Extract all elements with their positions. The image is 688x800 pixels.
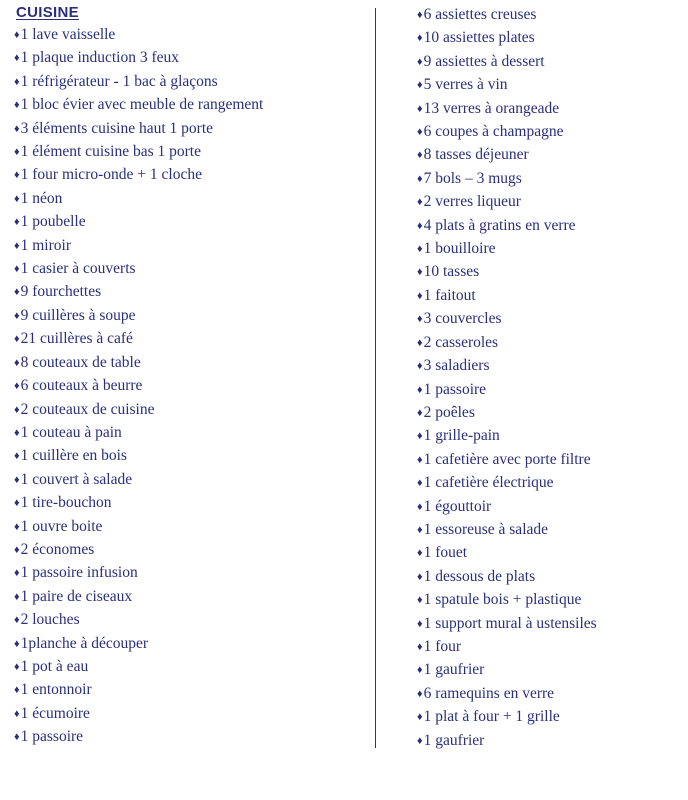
list-item xyxy=(14,375,369,398)
diamond-bullet-icon: ♦ xyxy=(14,333,20,346)
list-item xyxy=(14,445,369,468)
list-item xyxy=(417,379,682,402)
list-item xyxy=(417,285,682,308)
list-item-label: 1 grille-pain xyxy=(423,427,500,445)
list-item-label: 1 miroir xyxy=(20,236,71,254)
column-divider xyxy=(375,8,376,748)
diamond-bullet-icon: ♦ xyxy=(417,102,423,115)
list-item-label: 10 tasses xyxy=(423,263,480,281)
diamond-bullet-icon: ♦ xyxy=(417,266,423,279)
diamond-bullet-icon: ♦ xyxy=(417,313,423,326)
diamond-bullet-icon: ♦ xyxy=(417,570,423,583)
diamond-bullet-icon: ♦ xyxy=(14,356,20,369)
list-item xyxy=(417,144,682,167)
diamond-bullet-icon: ♦ xyxy=(14,403,20,416)
diamond-bullet-icon: ♦ xyxy=(417,219,423,232)
list-item-label: 1 passoire infusion xyxy=(20,564,138,582)
diamond-bullet-icon: ♦ xyxy=(417,617,423,630)
diamond-bullet-icon: ♦ xyxy=(14,473,20,486)
diamond-bullet-icon: ♦ xyxy=(14,122,20,135)
list-item-label: 1 lave vaisselle xyxy=(20,26,116,43)
list-item-label: 9 cuillères à soupe xyxy=(20,306,136,324)
diamond-bullet-icon: ♦ xyxy=(14,567,20,580)
list-item-label: 1 cafetière électrique xyxy=(423,474,554,492)
diamond-bullet-icon: ♦ xyxy=(417,547,423,560)
diamond-bullet-icon: ♦ xyxy=(417,477,423,490)
list-item xyxy=(417,472,682,495)
list-item xyxy=(417,51,682,74)
list-item xyxy=(417,215,682,238)
list-item xyxy=(14,539,369,562)
list-item-label: 2 verres liqueur xyxy=(423,193,521,211)
diamond-bullet-icon: ♦ xyxy=(14,660,20,673)
list-item xyxy=(417,730,682,753)
diamond-bullet-icon: ♦ xyxy=(14,731,20,744)
list-item-label: 1 néon xyxy=(20,189,63,207)
list-item xyxy=(14,211,369,234)
list-item xyxy=(14,492,369,515)
diamond-bullet-icon: ♦ xyxy=(417,196,423,209)
list-item xyxy=(417,74,682,97)
list-item-label: 1 gaufrier xyxy=(423,661,485,679)
list-item xyxy=(14,422,369,445)
list-item xyxy=(14,352,369,375)
list-item xyxy=(14,94,369,117)
diamond-bullet-icon: ♦ xyxy=(14,684,20,697)
list-item xyxy=(14,609,369,632)
list-item-label: 9 fourchettes xyxy=(20,283,102,301)
diamond-bullet-icon: ♦ xyxy=(14,99,20,112)
list-item-label: 1 tire-bouchon xyxy=(20,494,112,512)
diamond-bullet-icon: ♦ xyxy=(417,640,423,653)
list-item-label: 5 verres à vin xyxy=(423,76,508,94)
diamond-bullet-icon: ♦ xyxy=(417,32,423,45)
diamond-bullet-icon: ♦ xyxy=(14,450,20,463)
diamond-bullet-icon: ♦ xyxy=(417,430,423,443)
diamond-bullet-icon: ♦ xyxy=(14,239,20,252)
list-item xyxy=(14,516,369,539)
list-item xyxy=(14,726,369,749)
list-item xyxy=(417,659,682,682)
diamond-bullet-icon: ♦ xyxy=(417,734,423,747)
list-item xyxy=(14,399,369,422)
list-item-label: 1 cafetière avec porte filtre xyxy=(423,450,591,468)
list-item xyxy=(417,308,682,331)
list-item-label: 1 passoire xyxy=(423,380,487,398)
list-item xyxy=(417,191,682,214)
list-item xyxy=(14,679,369,702)
list-item xyxy=(14,235,369,258)
diamond-bullet-icon: ♦ xyxy=(14,29,20,41)
list-item xyxy=(14,305,369,328)
list-item-label: 21 cuillères à café xyxy=(20,330,133,348)
list-item xyxy=(417,168,682,191)
list-item xyxy=(14,71,369,94)
diamond-bullet-icon: ♦ xyxy=(417,594,423,607)
list-item-label: 1 faitout xyxy=(423,286,476,304)
list-item xyxy=(14,586,369,609)
list-item xyxy=(14,24,369,47)
list-item-label: 6 assiettes creuses xyxy=(423,6,537,23)
list-item-label: 1 four micro-onde + 1 cloche xyxy=(20,166,202,184)
list-item xyxy=(417,542,682,565)
list-item xyxy=(417,238,682,261)
list-item-label: 1 ouvre boite xyxy=(20,517,103,535)
list-item-label: 7 bols – 3 mugs xyxy=(423,169,522,187)
list-item-label: 1 plat à four + 1 grille xyxy=(423,708,560,726)
diamond-bullet-icon: ♦ xyxy=(14,52,20,65)
list-item-label: 1 écumoire xyxy=(20,704,90,722)
diamond-bullet-icon: ♦ xyxy=(14,590,20,603)
list-item xyxy=(14,141,369,164)
list-item-label: 8 couteaux de table xyxy=(20,353,141,371)
list-item-label: 1 réfrigérateur - 1 bac à glaçons xyxy=(20,72,218,90)
diamond-bullet-icon: ♦ xyxy=(417,79,423,92)
list-item xyxy=(14,47,369,70)
list-item xyxy=(14,281,369,304)
diamond-bullet-icon: ♦ xyxy=(14,192,20,205)
diamond-bullet-icon: ♦ xyxy=(417,9,423,21)
right-item-list xyxy=(417,4,682,753)
diamond-bullet-icon: ♦ xyxy=(14,497,20,510)
list-item xyxy=(417,496,682,519)
list-item-label: 1 couvert à salade xyxy=(20,470,133,488)
list-item-label: 1 spatule bois + plastique xyxy=(423,591,582,609)
list-item-label: 10 assiettes plates xyxy=(423,29,535,47)
inventory-columns xyxy=(0,4,688,753)
list-item-label: 8 tasses déjeuner xyxy=(423,146,529,164)
list-item-label: 1 fouet xyxy=(423,544,468,562)
list-item xyxy=(417,425,682,448)
list-item xyxy=(14,703,369,726)
list-item xyxy=(417,519,682,542)
diamond-bullet-icon: ♦ xyxy=(14,286,20,299)
list-item xyxy=(14,469,369,492)
list-item-label: 6 couteaux à beurre xyxy=(20,377,143,395)
list-item xyxy=(14,188,369,211)
list-item-label: 4 plats à gratins en verre xyxy=(423,216,576,234)
list-item xyxy=(417,683,682,706)
diamond-bullet-icon: ♦ xyxy=(417,711,423,724)
diamond-bullet-icon: ♦ xyxy=(14,263,20,276)
list-item xyxy=(14,164,369,187)
diamond-bullet-icon: ♦ xyxy=(14,380,20,393)
list-item xyxy=(417,706,682,729)
list-item-label: 2 casseroles xyxy=(423,333,499,351)
diamond-bullet-icon: ♦ xyxy=(14,75,20,88)
list-item xyxy=(417,261,682,284)
diamond-bullet-icon: ♦ xyxy=(417,406,423,419)
diamond-bullet-icon: ♦ xyxy=(14,707,20,720)
diamond-bullet-icon: ♦ xyxy=(14,520,20,533)
list-item xyxy=(14,118,369,141)
list-item-label: 1 couteau à pain xyxy=(20,423,122,441)
list-item-label: 1 poubelle xyxy=(20,213,86,231)
list-item-label: 1 gaufrier xyxy=(423,731,485,749)
list-item-label: 1 pot à eau xyxy=(20,657,89,675)
diamond-bullet-icon: ♦ xyxy=(417,243,423,256)
diamond-bullet-icon: ♦ xyxy=(417,453,423,466)
diamond-bullet-icon: ♦ xyxy=(417,172,423,185)
diamond-bullet-icon: ♦ xyxy=(14,543,20,556)
diamond-bullet-icon: ♦ xyxy=(417,55,423,68)
list-item xyxy=(417,402,682,425)
diamond-bullet-icon: ♦ xyxy=(417,500,423,513)
left-column xyxy=(0,4,375,750)
list-item-label: 1 essoreuse à salade xyxy=(423,520,549,538)
page-title: CUISINE xyxy=(16,4,79,21)
list-item-label: 1 paire de ciseaux xyxy=(20,587,133,605)
list-item xyxy=(14,562,369,585)
diamond-bullet-icon: ♦ xyxy=(14,146,20,159)
list-item xyxy=(417,636,682,659)
list-item xyxy=(14,656,369,679)
list-item-label: 13 verres à orangeade xyxy=(423,99,560,117)
list-item-label: 6 ramequins en verre xyxy=(423,684,555,702)
diamond-bullet-icon: ♦ xyxy=(417,687,423,700)
list-item-label: 3 couvercles xyxy=(423,310,502,328)
list-item-label: 1 bloc évier avec meuble de rangement xyxy=(20,96,264,114)
list-item-label: 1planche à découper xyxy=(20,634,149,652)
diamond-bullet-icon: ♦ xyxy=(14,309,20,322)
list-item xyxy=(417,589,682,612)
list-item xyxy=(417,27,682,50)
list-item xyxy=(417,355,682,378)
list-item-label: 1 entonnoir xyxy=(20,681,92,699)
list-item xyxy=(417,98,682,121)
list-item-label: 1 cuillère en bois xyxy=(20,447,127,465)
list-item-label: 2 couteaux de cuisine xyxy=(20,400,155,418)
diamond-bullet-icon: ♦ xyxy=(417,523,423,536)
list-item-label: 1 dessous de plats xyxy=(423,567,536,585)
list-item xyxy=(14,633,369,656)
diamond-bullet-icon: ♦ xyxy=(14,637,20,650)
list-item-label: 1 passoire xyxy=(20,728,84,746)
diamond-bullet-icon: ♦ xyxy=(417,664,423,677)
left-item-list xyxy=(14,24,369,750)
list-item-label: 1 casier à couverts xyxy=(20,260,136,278)
list-item-label: 1 support mural à ustensiles xyxy=(423,614,597,632)
list-item-label: 9 assiettes à dessert xyxy=(423,52,545,70)
list-item-label: 2 louches xyxy=(20,611,80,629)
list-item xyxy=(417,332,682,355)
diamond-bullet-icon: ♦ xyxy=(14,169,20,182)
list-item xyxy=(417,566,682,589)
diamond-bullet-icon: ♦ xyxy=(417,149,423,162)
list-item xyxy=(417,121,682,144)
list-item-label: 1 élément cuisine bas 1 porte xyxy=(20,143,201,161)
list-item-label: 3 éléments cuisine haut 1 porte xyxy=(20,119,214,137)
list-item xyxy=(14,258,369,281)
list-item-label: 2 poêles xyxy=(423,403,475,421)
list-item xyxy=(417,449,682,472)
diamond-bullet-icon: ♦ xyxy=(417,126,423,139)
list-item xyxy=(417,613,682,636)
list-item xyxy=(14,328,369,351)
diamond-bullet-icon: ♦ xyxy=(417,383,423,396)
diamond-bullet-icon: ♦ xyxy=(417,289,423,302)
list-item-label: 1 bouilloire xyxy=(423,240,496,258)
list-item xyxy=(417,4,682,27)
diamond-bullet-icon: ♦ xyxy=(417,336,423,349)
right-column xyxy=(375,4,688,753)
list-item-label: 6 coupes à champagne xyxy=(423,123,564,141)
list-item-label: 1 four xyxy=(423,637,462,655)
diamond-bullet-icon: ♦ xyxy=(14,426,20,439)
list-item-label: 1 plaque induction 3 feux xyxy=(20,49,180,67)
diamond-bullet-icon: ♦ xyxy=(417,360,423,373)
list-item-label: 2 économes xyxy=(20,540,95,558)
diamond-bullet-icon: ♦ xyxy=(14,216,20,229)
list-item-label: 1 égouttoir xyxy=(423,497,492,515)
diamond-bullet-icon: ♦ xyxy=(14,614,20,627)
list-item-label: 3 saladiers xyxy=(423,357,490,375)
